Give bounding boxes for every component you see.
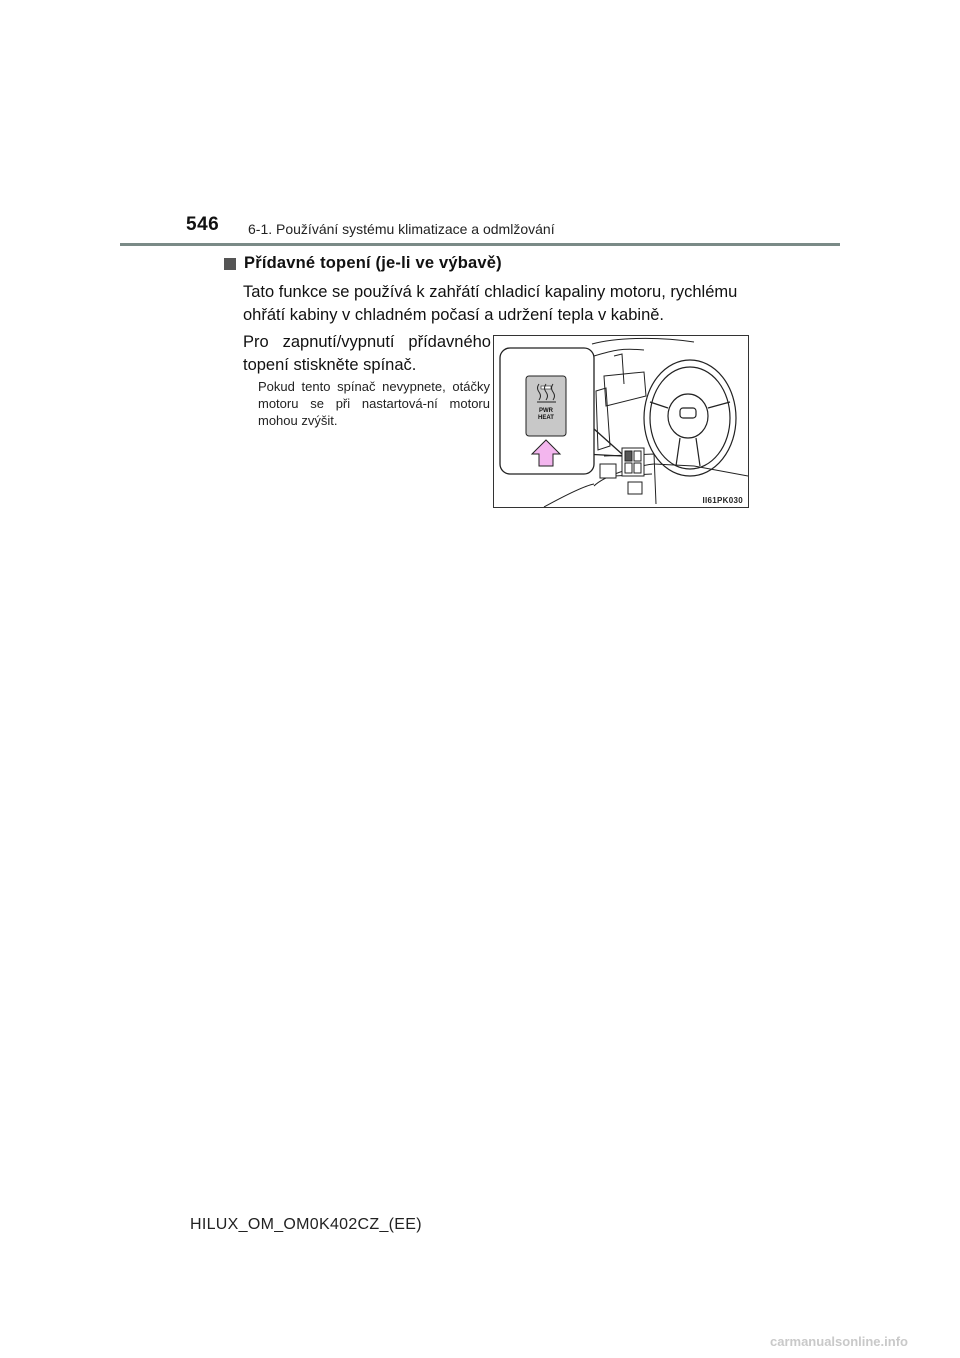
heading: [224, 254, 502, 273]
note-text: Pokud tento spínač nevypnete, otáčky motoru se při nastartová-ní motoru mohou zvýšit.: [258, 379, 490, 428]
paragraph-intro: Tato funkce se používá k zahřátí chladicí kapaliny motoru, rychlému ohřátí kabiny v chladném počasí a udržení tepla v kabině.: [243, 283, 738, 324]
header-rule: [120, 243, 840, 246]
dashboard-illustration: [494, 336, 748, 507]
steering-wheel-icon: [644, 360, 736, 476]
button-label-line2: HEAT: [538, 415, 554, 421]
heading-text: Přídavné topení (je-li ve výbavě): [244, 254, 502, 272]
button-label-line1: PWR: [539, 408, 553, 414]
square-bullet-icon: [224, 258, 236, 270]
watermark: carmanualsonline.info: [770, 1334, 908, 1349]
pwr-heat-button: [526, 376, 566, 436]
paragraph-instruction: Pro zapnutí/vypnutí přídavného topení stiskněte spínač.: [243, 333, 491, 374]
figure-code: II61PK030: [702, 496, 743, 505]
page-number: 546: [186, 214, 220, 235]
footer-doc-id: HILUX_OM_OM0K402CZ_(EE): [190, 1216, 422, 1233]
section-title: 6-1. Používání systému klimatizace a odmlžování: [248, 221, 555, 237]
figure-heater-switch: [493, 335, 749, 508]
